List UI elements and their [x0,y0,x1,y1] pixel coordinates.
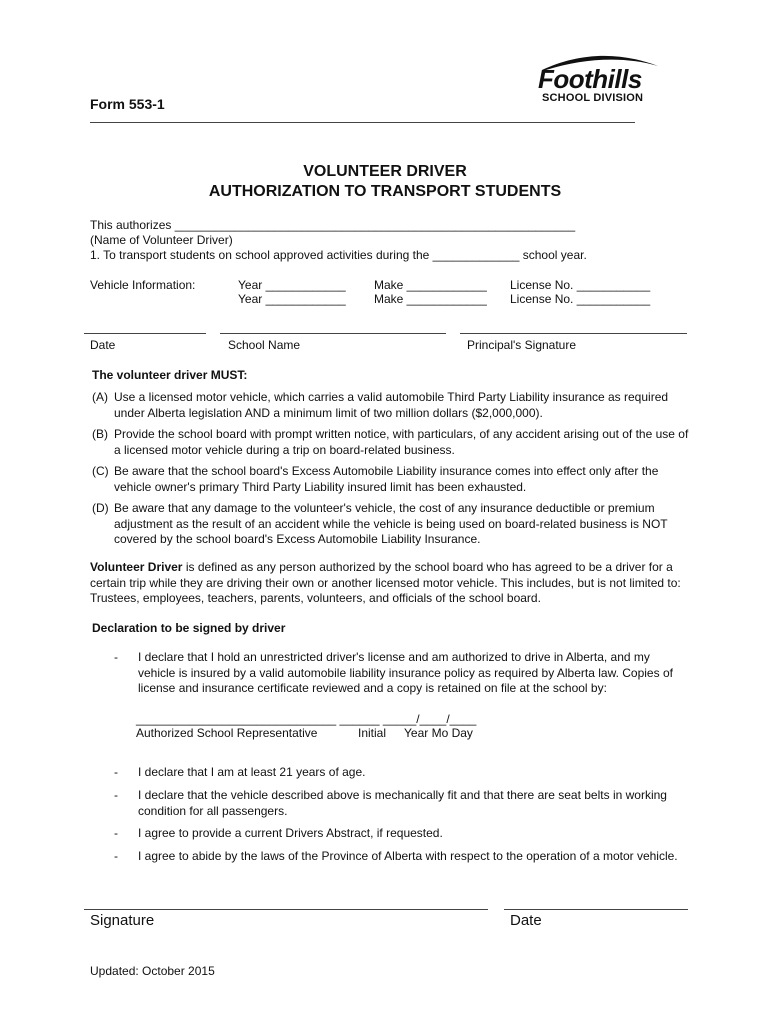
date-line [84,333,206,334]
driver-date-line [504,909,688,910]
must-item-label: (B) [92,427,108,441]
list-dash: - [114,650,118,664]
declaration-item-vehicle-fit [114,788,678,819]
declaration-item-license [114,650,678,697]
school-name-label: School Name [228,338,301,352]
driver-date-label: Date [510,912,542,929]
declaration-item-abstract [114,826,678,842]
list-dash: - [114,765,118,779]
updated-date: Updated: October 2015 [90,964,215,978]
authorizes-line: This authorizes ____________________________________________________________ [90,218,576,232]
must-item-d [92,501,692,548]
must-item-text: Be aware that any damage to the volunteer's vehicle, the cost of any insurance deductible or premium adjustment as the result of an accident while the vehicle is being used on board-related business is NOT covered by the school board's Excess Automobile Liability Insurance. [114,501,668,546]
list-dash: - [114,849,118,863]
initial-label: Initial [358,726,387,740]
list-dash: - [114,788,118,802]
must-item-text: Use a licensed motor vehicle, which carries a valid automobile Third Party Liability insurance as required under Alberta legislation AND a minimum limit of two million dollars ($2,000,000). [114,390,669,420]
vehicle-license-2: License No. ___________ [510,292,651,306]
vehicle-make-2: Make ____________ [374,292,487,306]
definition-text: is defined as any person authorized by the school board who has agreed to be a driver for a certain trip while they are driving their own or another licensed motor vehicle. This includes, but is not limited to: Trustees, employees, teachers, parents, volunteers, and officials of the school board. [90,560,681,605]
principal-signature-line [460,333,687,334]
school-name-line [220,333,446,334]
driver-signature-line [84,909,488,910]
list-dash: - [114,826,118,840]
declaration-text: I declare that I am at least 21 years of age. [138,765,366,779]
logo-name: Foothills [538,64,642,94]
vehicle-year-2: Year ____________ [238,292,346,306]
vehicle-license-1: License No. ___________ [510,278,651,292]
must-item-a [92,390,692,421]
date-label: Date [90,338,116,352]
logo-subtitle: SCHOOL DIVISION [542,92,644,104]
must-item-label: (D) [92,501,109,515]
must-item-label: (A) [92,390,108,404]
form-number: Form 553-1 [90,96,165,112]
authorized-rep-label: Authorized School Representative [136,726,318,740]
must-item-b [92,427,692,458]
declaration-text: I agree to abide by the laws of the Province of Alberta with respect to the operation of a motor vehicle. [138,849,678,863]
vehicle-info-label: Vehicle Information: [90,278,196,292]
must-item-text: Be aware that the school board's Excess Automobile Liability insurance comes into effect only after the vehicle owner's primary Third Party Liability insured limit has been exhausted. [114,464,659,494]
school-logo [536,52,666,108]
header-divider [90,122,635,123]
volunteer-driver-definition [90,560,690,607]
representative-blanks: ______________________________ ______ _____/____/____ [136,712,477,726]
title-line-1: VOLUNTEER DRIVER [303,163,467,180]
year-mo-day-label: Year Mo Day [404,726,473,740]
volunteer-name-caption: (Name of Volunteer Driver) [90,233,233,247]
declaration-item-age [114,765,678,781]
vehicle-year-1: Year ____________ [238,278,346,292]
declaration-text: I declare that the vehicle described above is mechanically fit and that there are seat belts in working condition for all passengers. [138,788,667,818]
declaration-item-laws [114,849,678,865]
must-item-c [92,464,692,495]
principal-signature-label: Principal's Signature [467,338,577,352]
must-item-label: (C) [92,464,109,478]
title-line-2: AUTHORIZATION TO TRANSPORT STUDENTS [208,183,562,200]
transport-clause: 1. To transport students on school approved activities during the _____________ school year. [90,248,587,262]
vehicle-make-1: Make ____________ [374,278,487,292]
definition-term: Volunteer Driver [90,560,183,574]
declaration-heading: Declaration to be signed by driver [92,621,286,635]
must-item-text: Provide the school board with prompt written notice, with particulars, of any accident arising out of the use of a licensed motor vehicle during a trip on board-related business. [114,427,689,457]
declaration-text: I declare that I hold an unrestricted driver's license and am authorized to drive in Alberta, and my vehicle is insured by a valid automobile liability insurance policy as required by Alberta law. Copies of license and insurance certificate reviewed and a copy is retained on file at the school by: [138,650,673,695]
must-heading: The volunteer driver MUST: [92,368,248,382]
driver-signature-label: Signature [90,912,155,929]
declaration-text: I agree to provide a current Drivers Abstract, if requested. [138,826,443,840]
